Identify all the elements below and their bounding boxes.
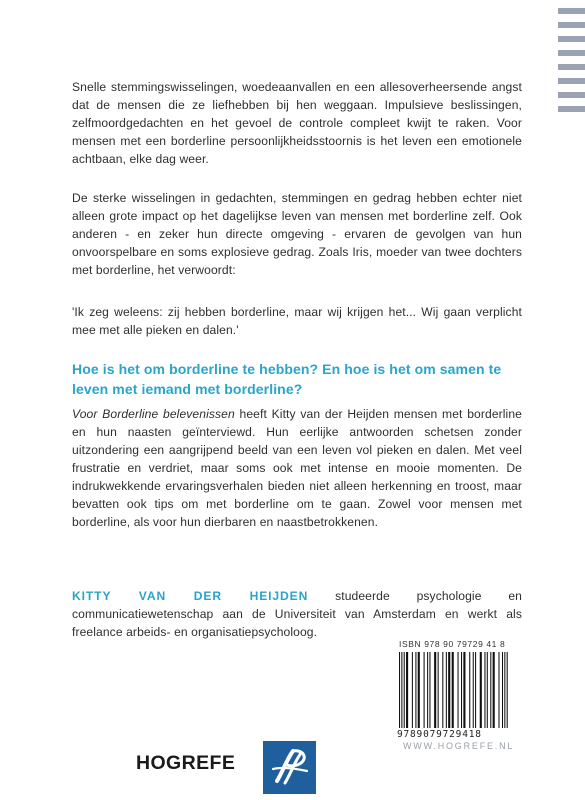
author-bio (72, 587, 522, 641)
barcode-bar (446, 652, 447, 728)
barcode-bar (493, 652, 495, 728)
barcode-bar (406, 652, 408, 728)
barcode-bar (502, 652, 503, 728)
book-title: Voor Borderline belevenissen (72, 407, 235, 421)
barcode-bar (475, 652, 476, 728)
barcode-bar (429, 652, 430, 728)
hogrefe-logo-icon (263, 741, 316, 794)
author-bio-text: studeerde psychologie en communicatiewetenschap aan de Universiteit van Amsterdam en werkt als freelance arbeids- en organisatiepsycholoog. (72, 589, 522, 639)
barcode-bar (418, 652, 420, 728)
barcode-bar (458, 652, 459, 728)
barcode-bar (399, 652, 400, 728)
barcode-bar (504, 652, 505, 728)
barcode-bar (507, 652, 508, 728)
barcode-bar (412, 652, 413, 728)
barcode-bar (490, 652, 491, 728)
barcode-bar (461, 652, 462, 728)
blurb-paragraph-3-text: heeft Kitty van der Heijden mensen met borderline en hun naasten geïnterviewd. Hun eerlijke antwoorden schetsen zonder uitzondering een aangrijpend beeld van een leven vol pieken en dalen. Met veel frustratie en verdriet, maar soms ook met intense en mooie momenten. De indrukwekkende ervaringsverhalen bieden niet alleen herkenning en troost, maar bevatten ook tips om met borderline om te gaan. Zowel voor mensen met borderline, als voor hun dierbaren en naastbetrokkenen. (72, 407, 522, 529)
barcode-bar (452, 652, 454, 728)
barcode-bar (463, 652, 465, 728)
isbn-label: ISBN 978 90 79729 41 8 (399, 639, 506, 649)
barcode-bar (487, 652, 488, 728)
barcode-bar (424, 652, 425, 728)
barcode-bar (415, 652, 416, 728)
barcode-bar (473, 652, 474, 728)
blurb-paragraph-1: Snelle stemmingswisselingen, woedeaanvallen en een allesoverheersende angst dat de mensen die ze liefhebben bij hen weggaan. Impulsieve beslissingen, zelfmoordgedachten en het gevoel de controle compleet kwijt te raken. Voor mensen met een borderline persoonlijkheidsstoornis is het leven een emotionele achtbaan, elke dag weer. (72, 80, 522, 166)
decorative-stripes (558, 0, 585, 115)
barcode-bar (498, 652, 499, 728)
barcode-bar (404, 652, 405, 728)
barcode-bar (442, 652, 443, 728)
barcode-bar (434, 652, 436, 728)
barcode-bar (427, 652, 428, 728)
hogrefe-logo-mark (263, 741, 316, 794)
barcode-bar (448, 652, 450, 728)
barcode-bar (480, 652, 482, 728)
barcode-bar (401, 652, 402, 728)
barcode-bar (484, 652, 485, 728)
blurb-heading: Hoe is het om borderline te hebben? En hoe is het om samen te leven met iemand met borderline? (72, 361, 502, 397)
barcode-number: 9789079729418 (397, 729, 482, 740)
publisher-name: HOGREFE (136, 752, 236, 774)
blurb-quote: 'Ik zeg weleens: zij hebben borderline, maar wij krijgen het... Wij gaan verplicht mee met alle pieken en dalen.' (72, 305, 522, 337)
barcode-block (397, 639, 511, 740)
publisher-website: WWW.HOGREFE.NL (403, 741, 515, 751)
blurb-paragraph-3 (72, 405, 522, 531)
barcode (397, 652, 511, 728)
barcode-bar (438, 652, 439, 728)
author-name: KITTY VAN DER HEIJDEN (72, 589, 309, 603)
barcode-bar (469, 652, 470, 728)
blurb-paragraph-2: De sterke wisselingen in gedachten, stemmingen en gedrag hebben echter niet alleen grote impact op het dagelijkse leven van mensen met borderline zelf. Ook anderen - en zeker hun directe omgeving - ervaren de gevolgen van hun onvoorspelbare en soms explosieve gedrag. Zoals Iris, moeder van twee dochters met borderline, het verwoordt: (72, 191, 522, 277)
